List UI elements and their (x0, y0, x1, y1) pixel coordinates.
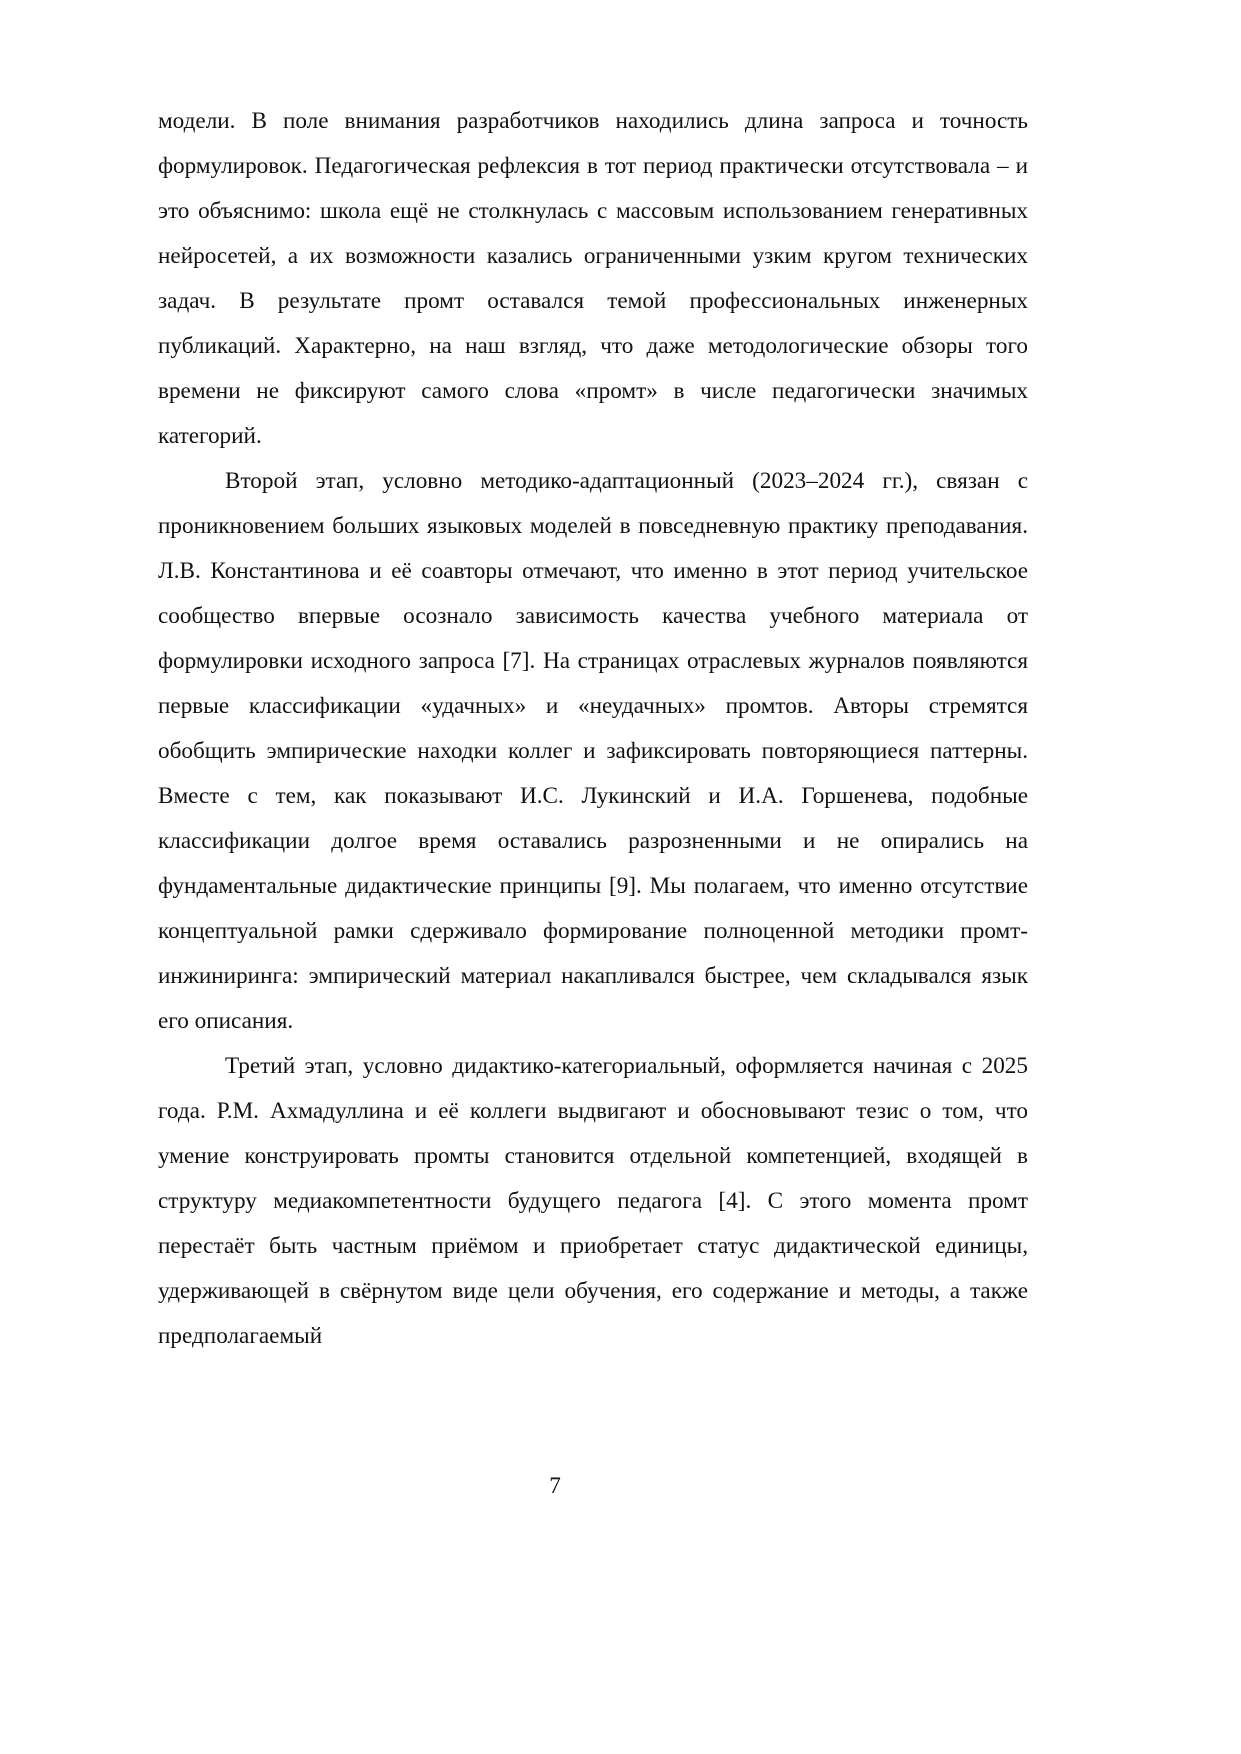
page-number: 7 (549, 1473, 561, 1499)
paragraph-3: Третий этап, условно дидактико-категориальный, оформляется начиная с 2025 года. Р.М. Ахмадуллина и её коллеги выдвигают и обосновывают тезис о том, что умение конструировать промты становится отдельной компетенцией, входящей в структуру медиакомпетентности будущего педагога [4]. С этого момента промт перестаёт быть частным приёмом и приобретает статус дидактической единицы, удерживающей в свёрнутом виде цели обучения, его содержание и методы, а также предполагаемый (158, 1053, 1028, 1349)
paragraph-1: модели. В поле внимания разработчиков находились длина запроса и точность формулировок. Педагогическая рефлексия в тот период практически отсутствовала – и это объяснимо: школа ещё не столкнулась с массовым использованием генеративных нейросетей, а их возможности казались ограниченными узким кругом технических задач. В результате промт оставался темой профессиональных инженерных публикаций. Характерно, на наш взгляд, что даже методологические обзоры того времени не фиксируют самого слова «промт» в числе педагогически значимых категорий. (158, 108, 1028, 449)
paragraph-2: Второй этап, условно методико-адаптационный (2023–2024 гг.), связан с проникновением больших языковых моделей в повседневную практику преподавания. Л.В. Константинова и её соавторы отмечают, что именно в этот период учительское сообщество впервые осознало зависимость качества учебного материала от формулировки исходного запроса [7]. На страницах отраслевых журналов появляются первые классификации «удачных» и «неудачных» промтов. Авторы стремятся обобщить эмпирические находки коллег и зафиксировать повторяющиеся паттерны. Вместе с тем, как показывают И.С. Лукинский и И.А. Горшенева, подобные классификации долгое время оставались разрозненными и не опирались на фундаментальные дидактические принципы [9]. Мы полагаем, что именно отсутствие концептуальной рамки сдерживало формирование полноценной методики промт-инжиниринга: эмпирический материал накапливался быстрее, чем складывался язык его описания. (158, 468, 1028, 1034)
body-text (158, 99, 1028, 1359)
